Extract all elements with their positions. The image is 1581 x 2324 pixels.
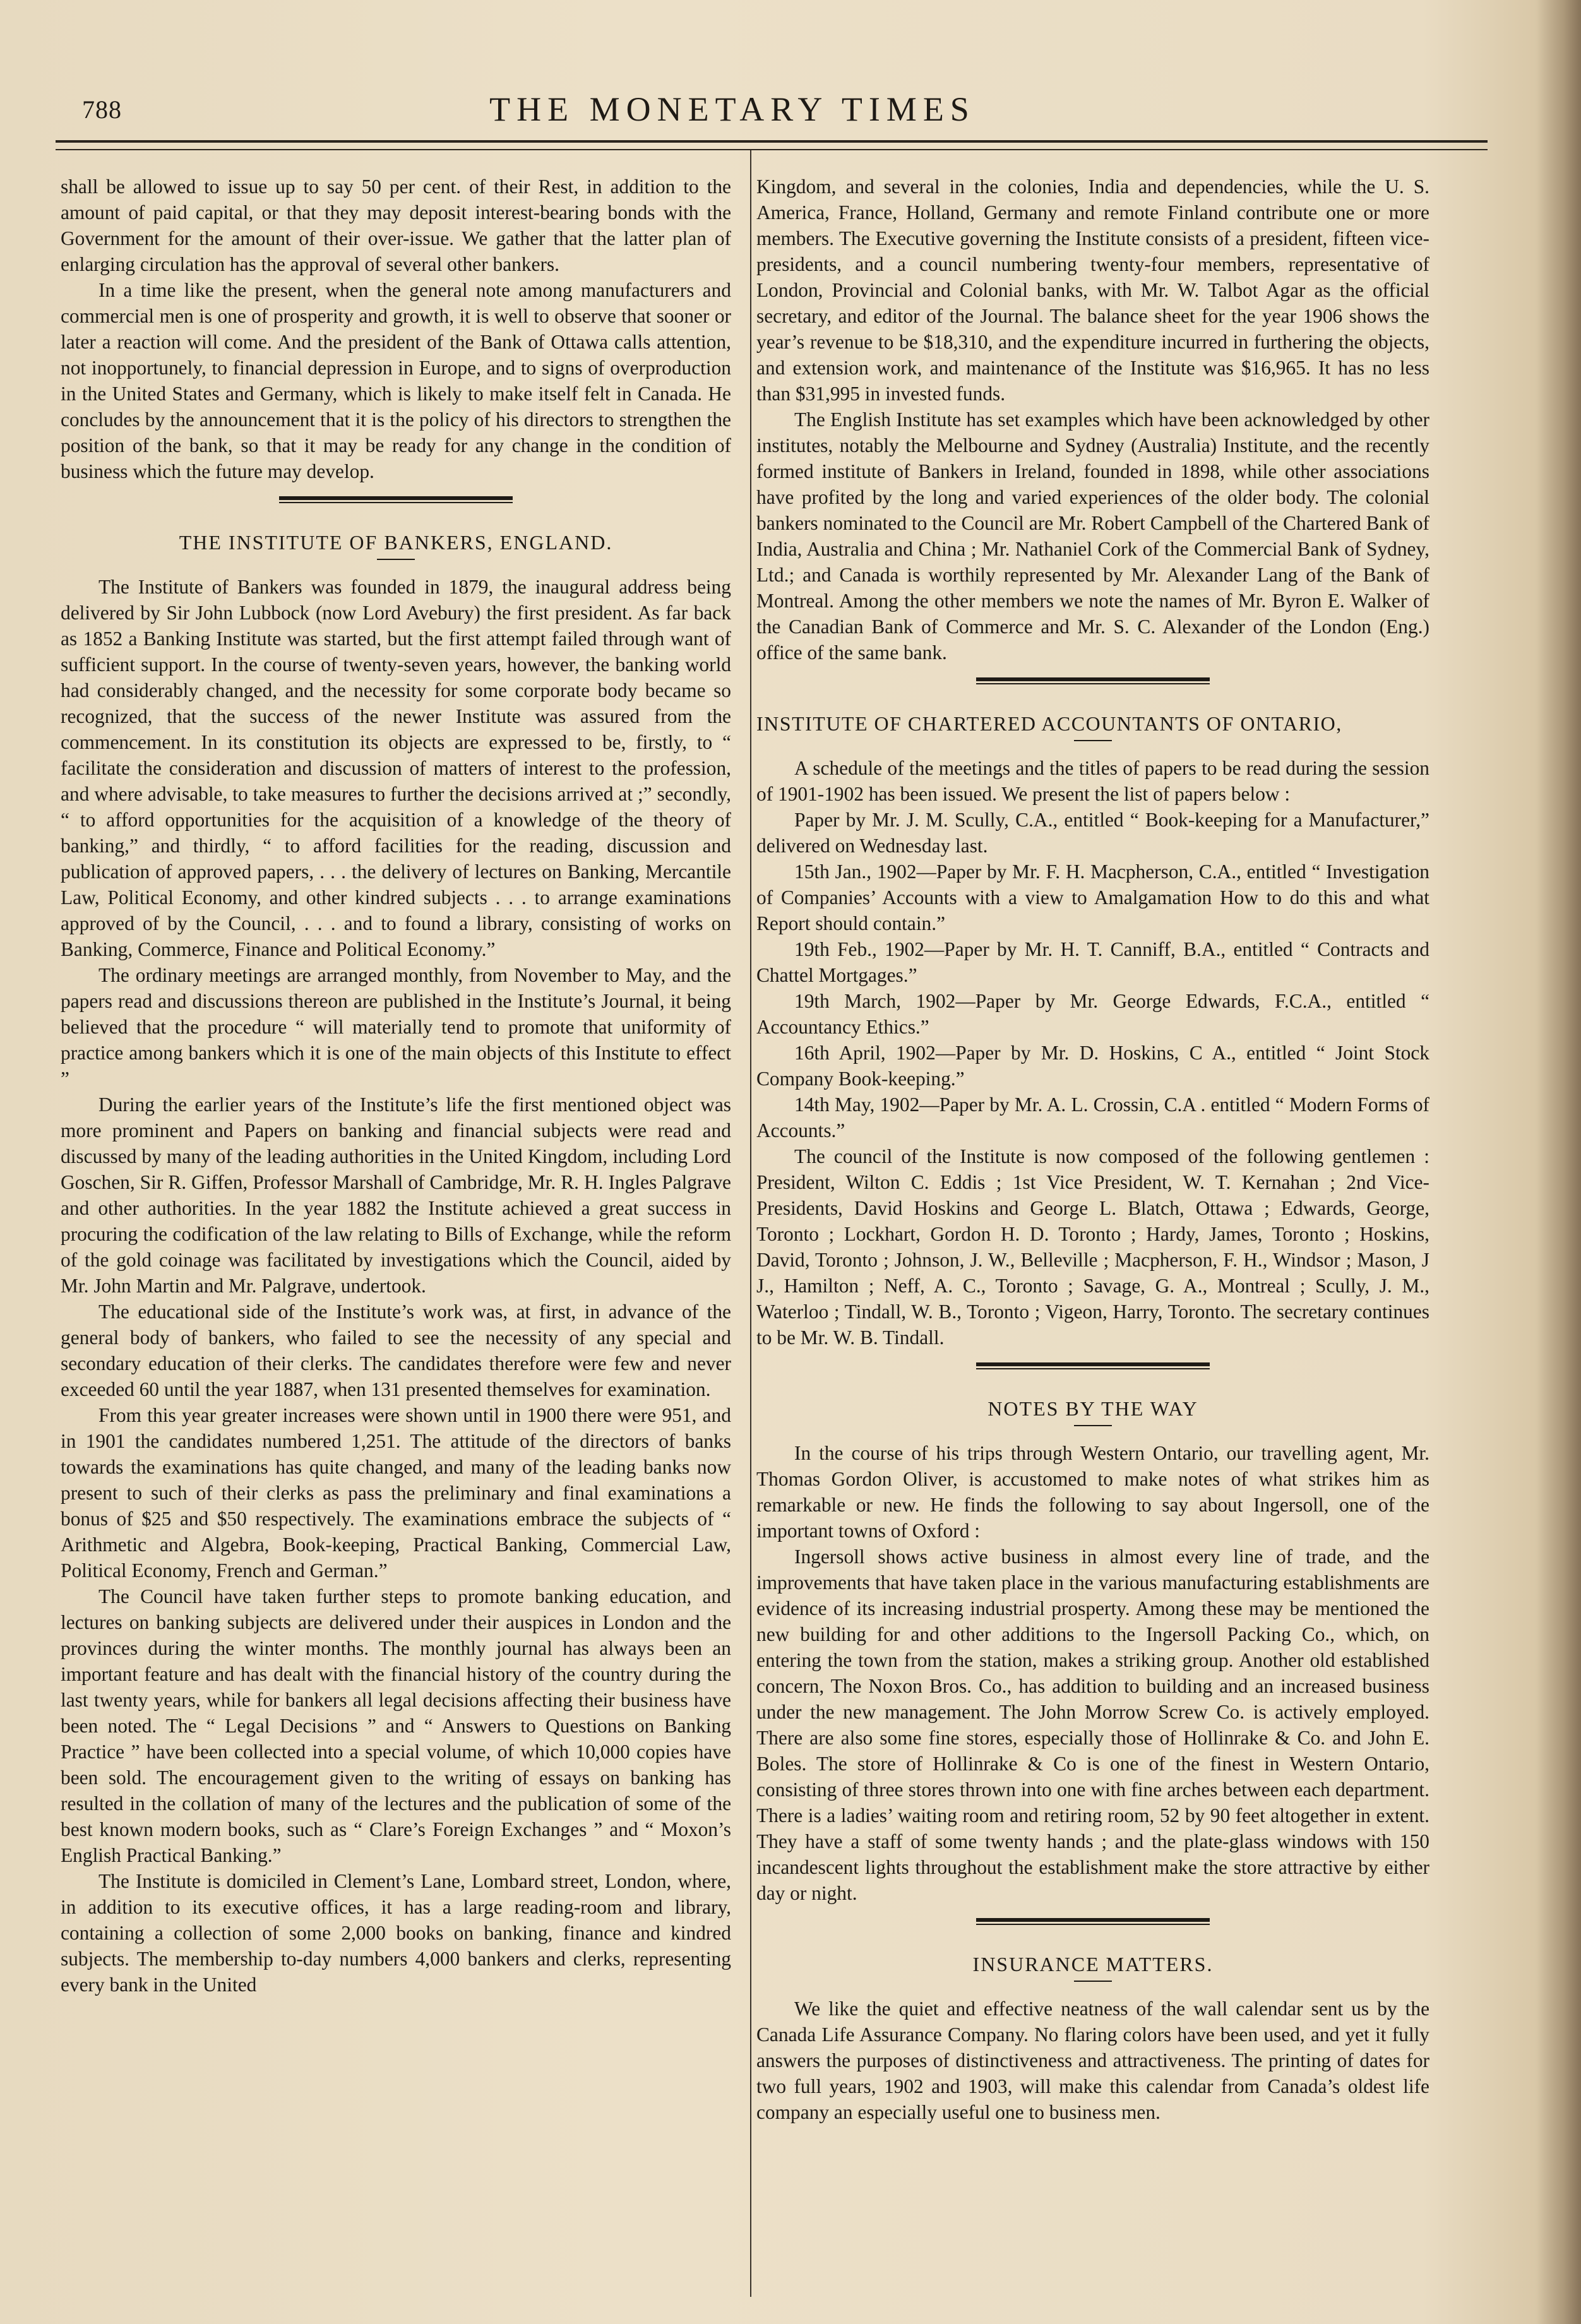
paragraph: A schedule of the meetings and the titles of papers to be read during the session of 1901-1902 has been issued. We present the list of papers below : — [756, 757, 1429, 805]
header-rule-thick — [56, 140, 1488, 143]
paragraph: shall be allowed to issue up to say 50 per cent. of their Rest, in addition to the amount of paid capital, or that they may deposit interest-bearing bonds with the Government for the amount of their over-issue. We gather that the latter plan of enlarging circulation has the approval of several other bankers. — [61, 176, 731, 275]
paper-entry: 15th Jan., 1902—Paper by Mr. F. H. Macpherson, C.A., entitled “ Investigation of Companies’ Accounts with a view to Amalgamation How to do this and what Report should contain.” — [756, 861, 1429, 934]
paragraph: In the course of his trips through Western Ontario, our travelling agent, Mr. Thomas Gordon Oliver, is accustomed to make notes of what strikes him as remarkable or new. He finds the following to say about Ingersoll, one of the important towns of Oxford : — [756, 1442, 1429, 1542]
paper-entry: Paper by Mr. J. M. Scully, C.A., entitled “ Book-keeping for a Manufacturer,” delivered on Wednesday last. — [756, 809, 1429, 857]
section-rule — [279, 496, 513, 504]
paragraph: We like the quiet and effective neatness of the wall calendar sent us by the Canada Life Assurance Company. No flaring colors have been used, and yet it fully answers the purposes of distinctiveness and attractiveness. The printing of dates for two full years, 1902 and 1903, will make this calendar from Canada’s oldest life company an especially useful one to business men. — [756, 1998, 1429, 2123]
title-underline — [1074, 740, 1112, 741]
binding-shadow — [1537, 0, 1581, 2324]
paragraph: The Institute of Bankers was founded in 1879, the inaugural address being delivered by Sir John Lubbock (now Lord Avebury) the first president. As far back as 1852 a Banking Institute was started, but the first attempt failed through want of sufficient support. In the course of twenty-seven years, however, the banking world had considerably changed, and the necessity for some corporate body became so recognized, that the success of the newer Institute was assured from the commencement. In its constitution its objects are expressed to be, firstly, to “ facilitate the consideration and discussion of matters of interest to the profession, and where advisable, to take measures to further the decisions arrived at ;” secondly, “ to afford opportunities for the acquisition of a knowledge of the theory of banking,” and thirdly, “ to afford facilities for the reading, discussion and publication of approved papers, . . . the delivery of lectures on Banking, Mercantile Law, Political Economy, and other kindred subjects . . . to arrange examinations approved of by the Council, . . . and to found a library, consisting of works on Banking, Commerce, Finance and Political Economy.” — [61, 576, 731, 960]
paragraph: The educational side of the Institute’s work was, at first, in advance of the general body of bankers, who failed to see the necessity of any special and secondary education of their clerks. The candidates therefore were few and never exceeded 60 until the year 1887, when 131 presented themselves for examination. — [61, 1301, 731, 1400]
section-rule — [976, 677, 1210, 686]
section-title-notes-by-the-way: NOTES BY THE WAY — [987, 1397, 1198, 1420]
section-title-insurance-matters: INSURANCE MATTERS. — [972, 1953, 1214, 1975]
section-title-chartered-accountants: INSTITUTE OF CHARTERED ACCOUNTANTS OF ONTARIO, — [756, 712, 1342, 735]
header-rule-thin — [56, 149, 1488, 150]
paper-entry: 19th Feb., 1902—Paper by Mr. H. T. Canniff, B.A., entitled “ Contracts and Chattel Mortgages.” — [756, 938, 1429, 986]
page-number: 788 — [82, 95, 122, 124]
section-rule — [976, 1917, 1210, 1926]
column-divider — [750, 150, 751, 2297]
title-underline — [1074, 1425, 1112, 1426]
title-underline — [1074, 1981, 1112, 1982]
paper-entry: 16th April, 1902—Paper by Mr. D. Hoskins, C A., entitled “ Joint Stock Company Book-keeping.” — [756, 1042, 1429, 1090]
paragraph: The Council have taken further steps to promote banking education, and lectures on banking subjects are delivered under their auspices in London and the provinces during the winter months. The monthly journal has always been an important feature and has dealt with the financial history of the country during the last twenty years, while for bankers all legal decisions affecting their business have been noted. The “ Legal Decisions ” and “ Answers to Questions on Banking Practice ” have been collected into a special volume, of which 10,000 copies have been sold. The encouragement given to the writing of essays on banking has resulted in the collation of many of the lectures and the publication of some of the best known modern books, such as “ Clare’s Foreign Exchanges ” and “ Moxon’s English Practical Banking.” — [61, 1585, 731, 1866]
paragraph: From this year greater increases were shown until in 1900 there were 951, and in 1901 the candidates numbered 1,251. The attitude of the directors of banks towards the examinations has quite changed, and many of the leading banks now present to such of their clerks as pass the preliminary and final examinations a bonus of $25 and $50 respectively. The examinations embrace the subjects of “ Arithmetic and Algebra, Book-keeping, Practical Banking, Commercial Law, Political Economy, French and German.” — [61, 1404, 731, 1582]
paragraph: During the earlier years of the Institute’s life the first mentioned object was more prominent and Papers on banking and financial subjects were read and discussed by many of the leading authorities in the United Kingdom, including Lord Goschen, Sir R. Giffen, Professor Marshall of Cambridge, Mr. R. H. Ingles Palgrave and other authorities. In the year 1882 the Institute achieved a great success in procuring the codification of the law relating to Bills of Exchange, while the reform of the gold coinage was facilitated by investigations which the Council, aided by Mr. John Martin and Mr. Palgrave, undertook. — [61, 1093, 731, 1297]
left-column — [61, 174, 731, 1998]
paragraph: The English Institute has set examples which have been acknowledged by other institutes, notably the Melbourne and Sydney (Australia) Institute, and the recently formed institute of Bankers in Ireland, founded in 1898, while other associations have profited by the long and varied experiences of the older body. The colonial bankers nominated to the Council are Mr. Robert Campbell of the Chartered Bank of India, Australia and China ; Mr. Nathaniel Cork of the Commercial Bank of Sydney, Ltd.; and Canada is worthily represented by Mr. Alexander Lang of the Bank of Montreal. Among the other members we note the names of Mr. Byron E. Walker of the Canadian Bank of Commerce and Mr. S. C. Alexander of the London (Eng.) office of the same bank. — [756, 408, 1429, 664]
paper-entry: 14th May, 1902—Paper by Mr. A. L. Crossin, C.A . entitled “ Modern Forms of Accounts.” — [756, 1093, 1429, 1141]
paragraph: The council of the Institute is now composed of the following gentlemen : President, Wilton C. Eddis ; 1st Vice President, W. T. Kernahan ; 2nd Vice-Presidents, David Hoskins and George L. Blatch, Ottawa ; Edwards, George, Toronto ; Lockhart, Gordon H. D. Toronto ; Hardy, James, Toronto ; Hoskins, David, Toronto ; Johnson, J. W., Belleville ; Macpherson, F. H., Windsor ; Mason, J J., Hamilton ; Neff, A. C., Toronto ; Savage, G. A., Montreal ; Scully, J. M., Waterloo ; Tindall, W. B., Toronto ; Vigeon, Harry, Toronto. The secretary continues to be Mr. W. B. Tindall. — [756, 1145, 1429, 1349]
section-title-institute-of-bankers: THE INSTITUTE OF BANKERS, ENGLAND. — [179, 531, 613, 554]
paragraph: The ordinary meetings are arranged monthly, from November to May, and the papers read and discussions thereon are published in the Institute’s Journal, it being believed that the procedure “ will materially tend to promote that uniformity of practice among bankers which it is one of the main objects of this Institute to effect ” — [61, 964, 731, 1090]
paper-entry: 19th March, 1902—Paper by Mr. George Edwards, F.C.A., entitled “ Accountancy Ethics.” — [756, 990, 1429, 1038]
paragraph: Ingersoll shows active business in almost every line of trade, and the improvements that have taken place in the various manufacturing establishments are evidence of its increasing industrial prosperty. Among these may be mentioned the new building for and other additions to the Ingersoll Packing Co., which, on entering the town from the station, makes a striking group. Another old established concern, The Noxon Bros. Co., has addition to building and an increased business under the new management. The John Morrow Screw Co. is actively employed. There are also some fine stores, especially those of Hollinrake & Co. and John E. Boles. The store of Hollinrake & Co is one of the finest in Western Ontario, consisting of three stores thrown into one with fine arches between each department. There is a ladies’ waiting room and retiring room, 52 by 90 feet altogether in extent. They have a staff of some twenty hands ; and the plate-glass windows with 150 incandescent lights throughout the establishment make the store attractive by either day or night. — [756, 1546, 1429, 1904]
title-underline — [377, 559, 415, 560]
right-column — [756, 174, 1429, 2125]
masthead-title: THE MONETARY TIMES — [489, 90, 975, 128]
paragraph: In a time like the present, when the general note among manufacturers and commercial men is one of prosperity and growth, it is well to observe that sooner or later a reaction will come. And the president of the Bank of Ottawa calls attention, not inopportunely, to financial depression in Europe, and to signs of overproduction in the United States and Germany, which is likely to make itself felt in Canada. He concludes by the announcement that it is the policy of his directors to strengthen the position of the bank, so that it may be ready for any change in the condition of business which the future may develop. — [61, 279, 731, 482]
paragraph: The Institute is domiciled in Clement’s Lane, Lombard street, London, where, in addition to its executive offices, it has a large reading-room and library, containing a collection of some 2,000 books on banking, finance and kindred subjects. The membership to-day numbers 4,000 bankers and clerks, representing every bank in the United — [61, 1870, 731, 1996]
section-rule — [976, 1362, 1210, 1371]
paragraph: Kingdom, and several in the colonies, India and dependencies, while the U. S. America, France, Holland, Germany and remote Finland contribute one or more members. The Executive governing the Institute consists of a president, fifteen vice-presidents, and a council numbering twenty-four members, representative of London, Provincial and Colonial banks, with Mr. W. Talbot Agar as the official secretary, and editor of the Journal. The balance sheet for the year 1906 shows the year’s revenue to be $18,310, and the expenditure incurred in furthering the objects, and extension work, and maintenance of the Institute was $16,965. It has no less than $31,995 in invested funds. — [756, 176, 1429, 405]
